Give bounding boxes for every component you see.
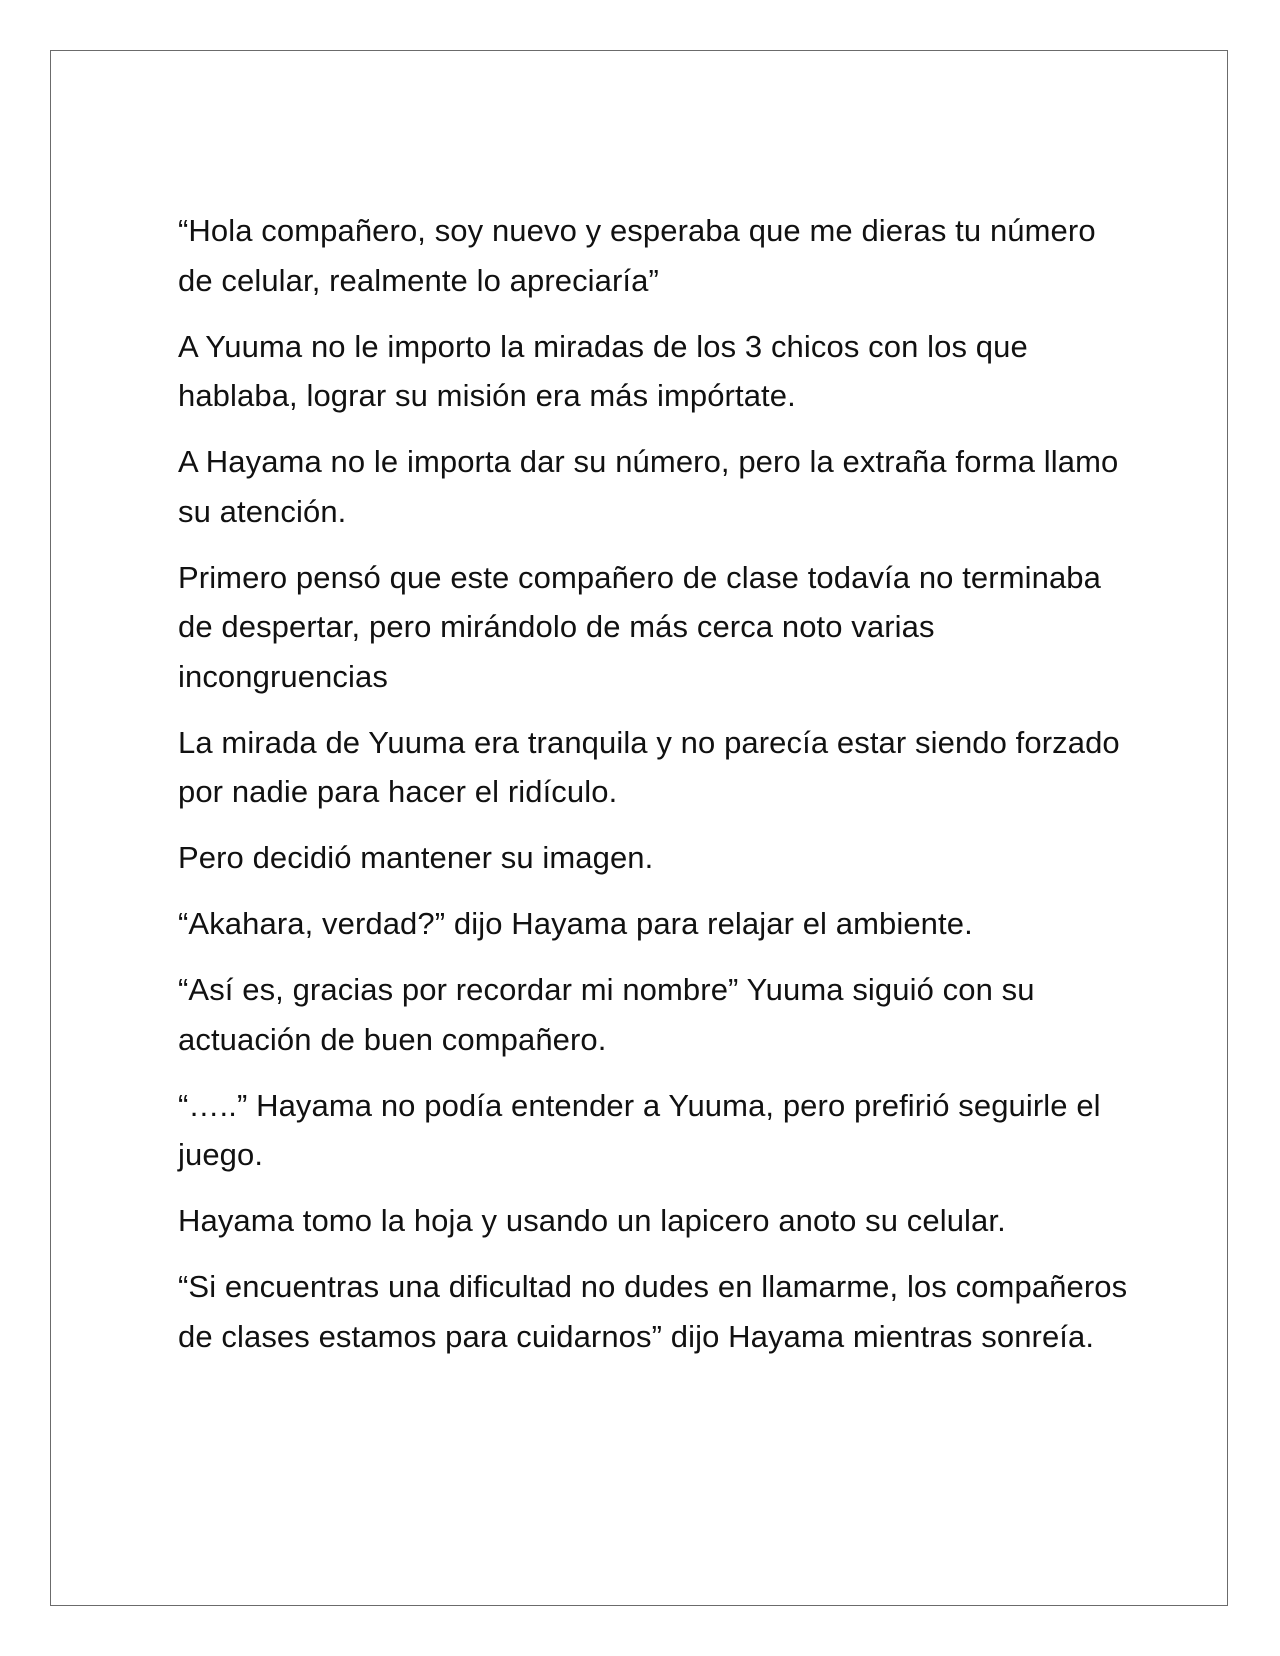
paragraph-6: Pero decidió mantener su imagen. [178,840,654,875]
paragraph-7: “Akahara, verdad?” dijo Hayama para relajar el ambiente. [178,906,973,941]
paragraph-11: “Si encuentras una dificultad no dudes en llamarme, los compañeros de clases estamos para cuidarnos” dijo Hayama mientras sonreía. [178,1269,1128,1354]
paragraph-1: “Hola compañero, soy nuevo y esperaba que me dieras tu número de celular, realmente lo apreciaría” [178,213,1096,298]
paragraph-9: “…..” Hayama no podía entender a Yuuma, pero prefirió seguirle el juego. [178,1087,1101,1172]
paragraph-4: Primero pensó que este compañero de clase todavía no terminaba de despertar, pero mirándolo de más cerca noto varias incongruencias [178,559,1101,694]
paragraph-8: “Así es, gracias por recordar mi nombre” Yuuma siguió con su actuación de buen compañero. [178,972,1035,1057]
paragraph-10: Hayama tomo la hoja y usando un lapicero anoto su celular. [178,1203,1006,1238]
paragraph-3: A Hayama no le importa dar su número, pero la extraña forma llamo su atención. [178,444,1119,529]
paragraph-5: La mirada de Yuuma era tranquila y no parecía estar siendo forzado por nadie para hacer el ridículo. [178,724,1120,809]
document-body [178,206,1138,1378]
paragraph-2: A Yuuma no le importo la miradas de los 3 chicos con los que hablaba, lograr su misión era más impórtate. [178,328,1028,413]
